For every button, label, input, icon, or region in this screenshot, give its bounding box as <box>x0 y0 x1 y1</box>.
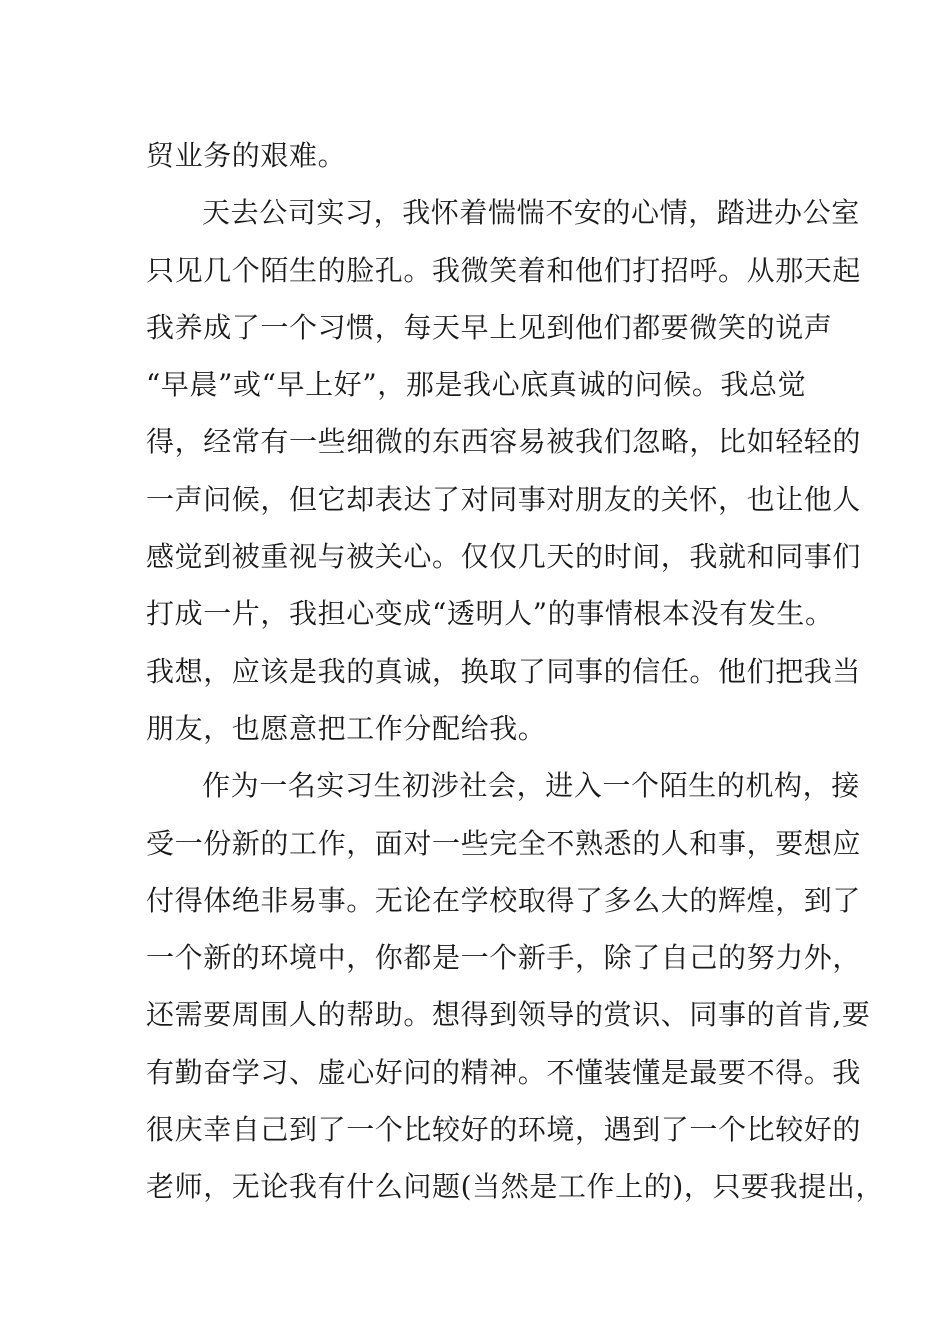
text-line: 感觉到被重视与被关心。仅仅几天的时间，我就和同事们 <box>146 540 862 574</box>
paragraph-start-line: 作为一名实习生初涉社会，进入一个陌生的机构，接 <box>202 769 860 803</box>
text-line: 只见几个陌生的脸孔。我微笑着和他们打招呼。从那天起 <box>146 253 862 287</box>
text-line: 很庆幸自己到了一个比较好的环境，遇到了一个比较好的 <box>146 1113 862 1147</box>
text-line: 打成一片，我担心变成“透明人”的事情根本没有发生。 <box>146 597 834 631</box>
text-line: 我养成了一个习惯，每天早上见到他们都要微笑的说声 <box>146 310 833 344</box>
text-line: 朋友，也愿意把工作分配给我。 <box>146 711 547 745</box>
text-line: 得，经常有一些细微的东西容易被我们忽略，比如轻轻的 <box>146 425 862 459</box>
text-line: “早晨”或“早上好”，那是我心底真诚的问候。我总觉 <box>146 368 807 402</box>
text-line: 一声问候，但它却表达了对同事对朋友的关怀，也让他人 <box>146 482 862 516</box>
text-line: 有勤奋学习、虚心好问的精神。不懂装懂是最要不得。我 <box>146 1055 862 1089</box>
text-line: 付得体绝非易事。无论在学校取得了多么大的辉煌，到了 <box>146 883 862 917</box>
text-line: 我想，应该是我的真诚，换取了同事的信任。他们把我当 <box>146 654 862 688</box>
body-text <box>146 127 885 1216</box>
text-line: 一个新的环境中，你都是一个新手，除了自己的努力外， <box>146 941 862 975</box>
text-line: 受一份新的工作，面对一些完全不熟悉的人和事，要想应 <box>146 826 862 860</box>
paragraph-start-line: 天去公司实习，我怀着惴惴不安的心情，踏进办公室 <box>202 196 860 230</box>
text-line: 老师，无论我有什么问题(当然是工作上的)，只要我提出， <box>146 1170 885 1204</box>
text-line: 贸业务的艰难。 <box>146 139 347 172</box>
text-line: 还需要周围人的帮助。想得到领导的赏识、同事的首肯,要 <box>146 998 871 1032</box>
